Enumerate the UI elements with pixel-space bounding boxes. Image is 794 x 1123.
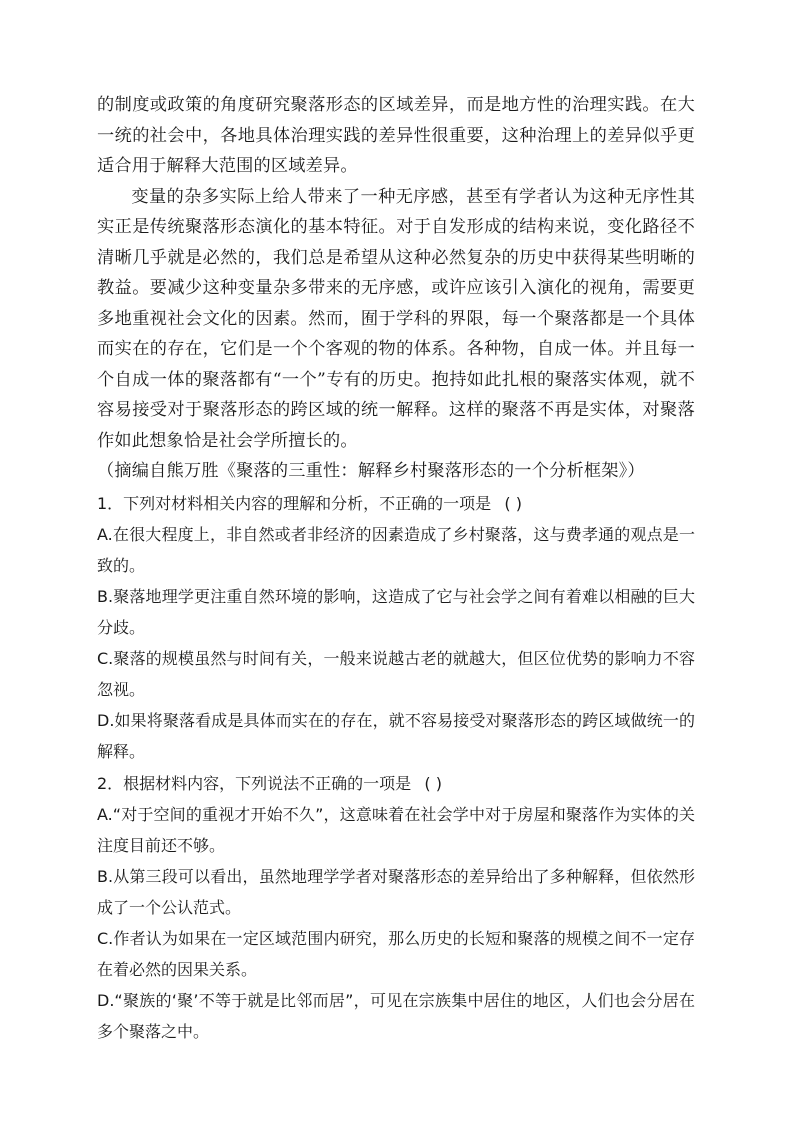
option-c: C.聚落的规模虽然与时间有关，一般来说越古老的就越大，但区位优势的影响力不容忽视。 — [97, 648, 695, 699]
question-2 — [97, 767, 695, 1047]
question-1 — [97, 487, 695, 767]
answer-bracket: ( ) — [424, 773, 442, 793]
reading-passage — [97, 90, 695, 487]
option-b: B.聚落地理学更注重自然环境的影响，这造成了它与社会学之间有着难以相融的巨大分歧。 — [97, 586, 695, 637]
option-d: D.如果将聚落看成是具体而实在的存在，就不容易接受对聚落形态的跨区域做统一的解释。 — [97, 710, 695, 761]
option-a: A.在很大程度上，非自然或者非经济的因素造成了乡村聚落，这与费孝通的观点是一致的。 — [97, 524, 695, 575]
passage-paragraph-2: 变量的杂多实际上给人带来了一种无序感，甚至有学者认为这种无序性其实正是传统聚落形态演化的基本特征。对于自发形成的结构来说，变化路径不清晰几乎就是必然的，我们总是希望从这种必然复杂的历史中获得某些明晰的教益。要减少这种变量杂多带来的无序感，或许应该引入演化的视角，需要更多地重视社会文化的因素。然而，囿于学科的界限，每一个聚落都是一个具体而实在的存在，它们是一个个客观的物的体系。各种物，自成一体。并且每一个自成一体的聚落都有“一个”专有的历史。抱持如此扎根的聚落实体观，就不容易接受对于聚落形态的跨区域的统一解释。这样的聚落不再是实体，对聚落作如此想象恰是社会学所擅长的。 — [97, 186, 695, 451]
question-stem-text: 2．根据材料内容，下列说法不正确的一项是 — [97, 773, 412, 793]
question-stem — [97, 767, 695, 799]
passage-paragraph-1: 的制度或政策的角度研究聚落形态的区域差异，而是地方性的治理实践。在大一统的社会中，各地具体治理实践的差异性很重要，这种治理上的差异似乎更适合用于解释大范围的区域差异。 — [97, 95, 695, 176]
question-stem — [97, 487, 695, 519]
option-d: D.“聚族的‘聚’不等于就是比邻而居”，可见在宗族集中居住的地区，人们也会分居在多个聚落之中。 — [97, 990, 695, 1041]
option-c: C.作者认为如果在一定区域范围内研究，那么历史的长短和聚落的规模之间不一定存在着必然的因果关系。 — [97, 928, 695, 979]
passage-source: （摘编自熊万胜《聚落的三重性：解释乡村聚落形态的一个分析框架》） — [97, 461, 645, 481]
answer-bracket: ( ) — [504, 493, 522, 513]
question-list — [97, 487, 695, 1047]
question-stem-text: 1．下列对材料相关内容的理解和分析，不正确的一项是 — [97, 493, 492, 513]
option-b: B.从第三段可以看出，虽然地理学学者对聚落形态的差异给出了多种解释，但依然形成了一个公认范式。 — [97, 866, 695, 917]
document-page — [97, 90, 695, 1047]
option-a: A.“对于空间的重视才开始不久”，这意味着在社会学中对于房屋和聚落作为实体的关注度目前还不够。 — [97, 804, 695, 855]
